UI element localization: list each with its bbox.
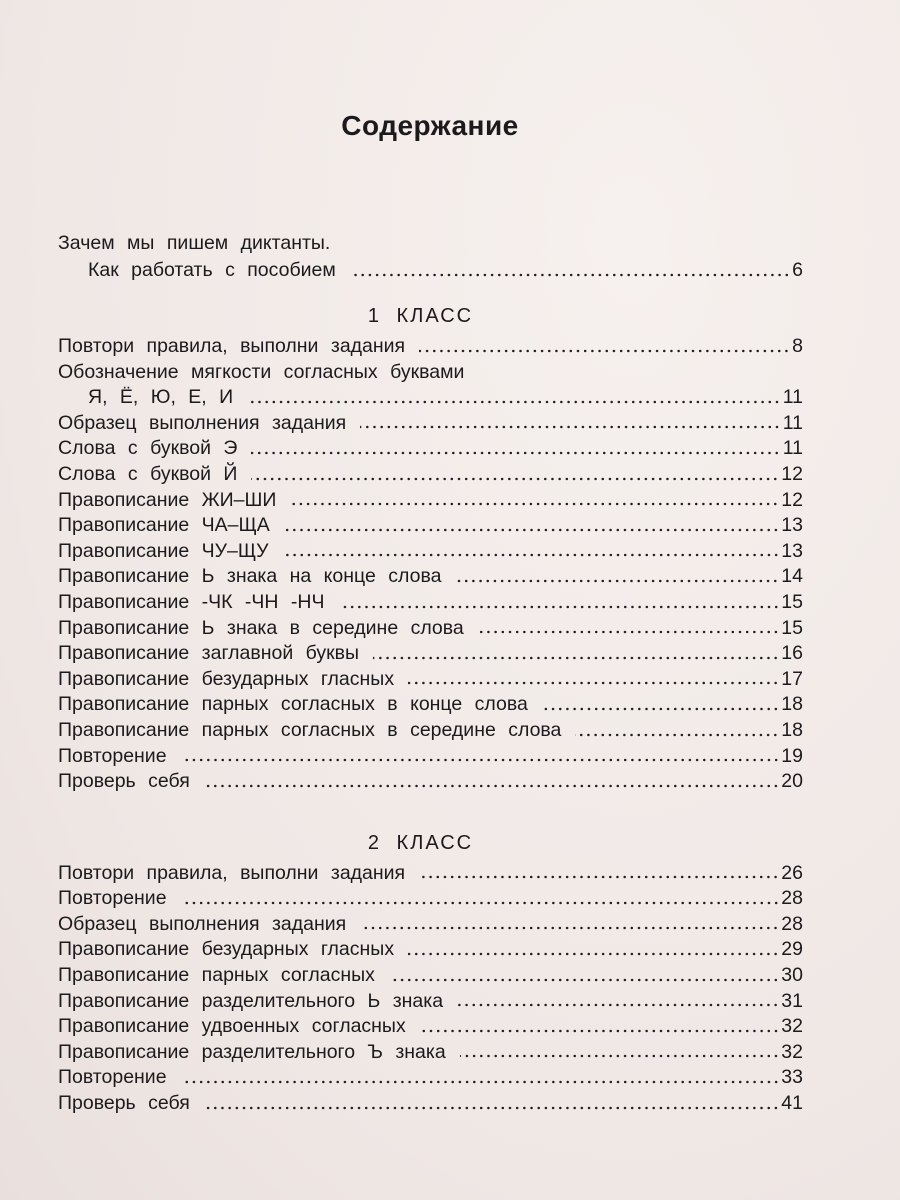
entry-title: Обозначение мягкости согласных буквами [58,360,465,383]
dot-leader [181,901,780,905]
dot-leader [204,1106,780,1110]
dot-leader [290,502,779,506]
entry-title: Правописание разделительного Ъ знака [58,1040,446,1063]
dot-leader [204,784,780,788]
entry-page: 12 [781,462,803,485]
toc-entry [58,1091,803,1117]
toc-section [58,298,803,795]
toc-entry [58,257,803,284]
entry-title: Правописание парных согласных в середине слова [58,718,562,741]
toc-entry [58,641,803,667]
entry-title: Зачем мы пишем диктанты. [58,232,331,254]
dot-leader [408,952,779,956]
entry-title: Правописание безударных гласных [58,667,395,690]
toc-intro [58,230,803,284]
entry-title: Как работать с пособием [88,259,336,281]
dot-leader [339,605,780,609]
dot-leader [460,1054,780,1058]
toc-entry [58,886,803,912]
entry-title: Правописание парных согласных в конце слова [58,693,528,716]
dot-leader [419,875,779,879]
entry-page: 8 [792,335,803,357]
entry-page: 6 [792,259,803,281]
toc-entry [58,963,803,989]
dot-leader [360,425,781,429]
entry-title: Правописание парных согласных [58,964,375,987]
entry-page: 26 [781,861,803,884]
entry-page: 13 [781,514,803,537]
entry-title: Правописание разделительного Ь знака [58,989,444,1012]
entry-page: 32 [781,1015,803,1038]
toc-entry [58,385,803,411]
toc-entry-line [58,230,803,257]
toc-entry [58,462,803,488]
entry-title: Правописание безударных гласных [58,938,395,961]
toc-entry [58,861,803,887]
toc-entry [58,989,803,1015]
entry-title: Правописание ЧА–ЩА [58,514,270,537]
toc-section [58,825,803,1117]
section-heading: 2 КЛАСС [367,831,474,854]
entry-page: 19 [781,744,803,767]
entry-page: 17 [781,667,803,690]
toc-entry [58,1065,803,1091]
entry-page: 18 [781,693,803,716]
entry-title: Повторение [58,887,167,910]
entry-page: 12 [781,488,803,511]
dot-leader [542,707,779,711]
entry-title: Проверь себя [58,1092,190,1115]
entry-page: 33 [781,1066,803,1089]
dot-leader [408,681,779,685]
table-of-contents [58,230,803,1117]
toc-entry [58,539,803,565]
toc-entry [58,692,803,718]
entry-page: 11 [782,437,803,460]
toc-entry [58,564,803,590]
entry-title: Образец выполнения задания [58,411,347,434]
entry-page: 28 [781,887,803,910]
dot-leader [420,1029,780,1033]
entry-page: 31 [781,989,803,1012]
entry-page: 16 [781,642,803,665]
entry-title: Правописание Ь знака в середине слова [58,616,464,639]
entry-title: Образец выполнения задания [58,912,347,935]
toc-entry [58,769,803,795]
toc-entry [58,411,803,437]
entry-title: Проверь себя [58,770,190,793]
dot-leader [373,656,779,660]
dot-leader [284,528,779,532]
entry-page: 15 [781,616,803,639]
toc-entry [58,1040,803,1066]
toc-entry [58,513,803,539]
entry-title: Повтори правила, выполни задания [58,861,406,884]
toc-entry [58,1014,803,1040]
entry-page: 11 [782,386,803,409]
entry-page: 20 [781,770,803,793]
toc-entry [58,334,803,360]
section-heading: 1 КЛАСС [367,305,474,327]
dot-leader [360,926,779,930]
entry-page: 15 [781,590,803,613]
entry-title: Повторение [58,1066,167,1089]
entry-page: 32 [781,1040,803,1063]
entry-title: Повтори правила, выполни задания [58,335,406,357]
dot-leader [478,630,780,634]
page-title: Содержание [341,110,519,141]
entry-title: Я, Ё, Ю, Е, И [88,386,234,409]
dot-leader [283,553,780,557]
entry-title: Правописание заглавной буквы [58,642,360,665]
dot-leader [575,733,779,737]
entry-page: 18 [781,718,803,741]
entry-title: Правописание ЧУ–ЩУ [58,539,269,562]
entry-title: Правописание Ь знака на конце слова [58,565,442,588]
dot-leader [181,758,780,762]
entry-title: Правописание удвоенных согласных [58,1015,406,1038]
entry-page: 13 [781,539,803,562]
toc-entry [58,744,803,770]
dot-leader [350,273,790,277]
entry-title: Слова с буквой Э [58,437,238,460]
entry-page: 29 [781,938,803,961]
entry-page: 14 [781,565,803,588]
toc-entry [58,488,803,514]
dot-leader [251,451,780,455]
dot-leader [251,477,779,481]
toc-entry [58,667,803,693]
entry-title: Правописание ЖИ–ШИ [58,488,277,511]
entry-title: Правописание -ЧК -ЧН -НЧ [58,590,325,613]
dot-leader [247,400,781,404]
dot-leader [419,349,790,353]
toc-entry [58,718,803,744]
dot-leader [455,579,779,583]
toc-entry [58,616,803,642]
dot-leader [181,1080,780,1084]
dot-leader [389,978,779,982]
entry-title: Повторение [58,744,167,767]
entry-title: Слова с буквой Й [58,462,238,485]
toc-entry [58,436,803,462]
toc-entry [58,937,803,963]
toc-entry-line [58,360,803,386]
entry-page: 41 [781,1092,803,1115]
entry-page: 28 [781,912,803,935]
toc-entry [58,590,803,616]
entry-page: 11 [782,411,803,434]
dot-leader [457,1003,779,1007]
entry-page: 30 [781,964,803,987]
toc-entry [58,912,803,938]
